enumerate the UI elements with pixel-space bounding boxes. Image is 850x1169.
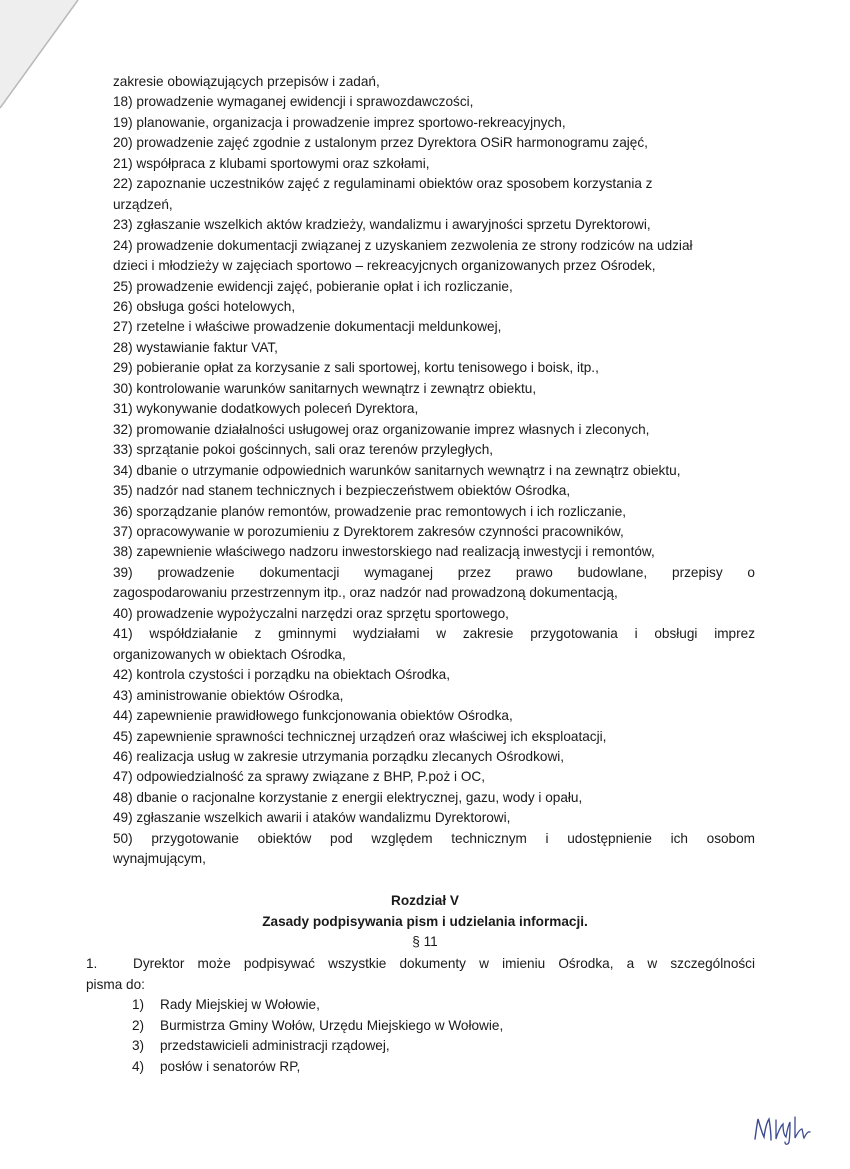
duty-line: 33) sprzątanie pokoi gościnnych, sali oraz terenów przyległych, — [113, 442, 494, 458]
duty-line: 32) promowanie działalności usługowej oraz organizowanie imprez własnych i zleconych, — [113, 421, 650, 437]
recipient-text: Burmistrza Gminy Wołów, Urzędu Miejskiego w Wołowie, — [160, 1017, 504, 1033]
duty-line: 18) prowadzenie wymaganej ewidencji i sprawozdawczości, — [113, 94, 474, 110]
recipient-item — [132, 1016, 503, 1037]
chapter-subtitle: Zasady podpisywania pism i udzielania informacji. — [262, 914, 588, 929]
duty-line: 37) opracowywanie w porozumieniu z Dyrektorem zakresów czynności pracowników, — [113, 523, 624, 539]
duty-line: 23) zgłaszanie wszelkich aktów kradzieży, wandalizmu i awaryjności sprzetu Dyrektorowi, — [113, 217, 651, 233]
paragraph-second-line: pisma do: — [86, 976, 145, 992]
duty-line: 50) przygotowanie obiektów pod względem technicznym i udostępnienie ich osobom — [113, 830, 755, 846]
duty-line: 40) prowadzenie wypożyczalni narzędzi oraz sprzętu sportowego, — [113, 605, 509, 621]
duty-line: 31) wykonywanie dodatkowych poleceń Dyrektora, — [113, 401, 419, 417]
recipient-text: przedstawicieli administracji rządowej, — [160, 1038, 390, 1053]
duty-line: 20) prowadzenie zajęć zgodnie z ustalonym przez Dyrektora OSiR harmonogramu zajęć, — [113, 135, 648, 151]
duty-line: 27) rzetelne i właściwe prowadzenie dokumentacji meldunkowej, — [113, 319, 502, 335]
duty-line: organizowanych w obiektach Ośrodka, — [113, 646, 346, 662]
recipient-number: 1) — [132, 997, 145, 1012]
duties-list — [113, 72, 755, 870]
duty-line: 36) sporządzanie planów remontów, prowadzenie prac remontowych i ich rozliczanie, — [113, 503, 627, 519]
duty-line: dzieci i młodzieży w zajęciach sportowo – rekreacyjcnych organizowanych przez Ośrodek, — [113, 258, 656, 274]
duty-line: 21) współpraca z klubami sportowymi oraz szkołami, — [113, 155, 430, 171]
section-number: § 11 — [412, 934, 438, 949]
duty-line: 35) nadzór nad stanem technicznych i bezpieczeństwem obiektów Ośrodka, — [113, 483, 571, 499]
paragraph-number: 1. — [86, 956, 98, 971]
duty-line: 28) wystawianie faktur VAT, — [113, 339, 278, 355]
chapter-title: Rozdział V — [391, 893, 459, 908]
duty-line: 26) obsługa gości hotelowych, — [113, 298, 296, 314]
duty-line: 19) planowanie, organizacja i prowadzenie imprez sportowo-rekreacyjnych, — [113, 114, 566, 130]
recipient-text: posłów i senatorów RP, — [160, 1058, 301, 1074]
duty-line: zagospodarowaniu przestrzennym itp., oraz nadzór nad prowadzoną dokumentacją, — [113, 585, 618, 601]
duty-line: 30) kontrolowanie warunków sanitarnych wewnątrz i zewnątrz obiektu, — [113, 380, 537, 396]
recipient-number: 4) — [132, 1058, 145, 1074]
duty-line: 45) zapewnienie sprawności technicznej urządzeń oraz właściwej ich eksploatacji, — [113, 728, 607, 744]
recipient-text: Rady Miejskiej w Wołowie, — [160, 997, 320, 1012]
duty-line: 34) dbanie o utrzymanie odpowiednich warunków sanitarnych wewnątrz i na zewnątrz obiektu, — [113, 462, 681, 478]
duty-line: wynajmującym, — [113, 851, 206, 867]
paragraph-text: Dyrektor może podpisywać wszystkie dokumenty w imieniu Ośrodka, a w szczególności — [133, 956, 755, 971]
recipient-number: 3) — [132, 1038, 145, 1053]
duty-line: 38) zapewnienie właściwego nadzoru inwestorskiego nad realizacją inwestycji i remontów, — [113, 544, 655, 560]
duty-line: 47) odpowiedzialność za sprawy związane z BHP, P.poż i OC, — [113, 769, 486, 785]
duty-line: 24) prowadzenie dokumentacji związanej z uzyskaniem zezwolenia ze strony rodziców na udział — [113, 237, 693, 253]
duty-line: 42) kontrola czystości i porządku na obiektach Ośrodka, — [113, 667, 450, 683]
page-corner-fold — [0, 0, 80, 110]
duty-line: 46) realizacja usług w zakresie utrzymania porządku zlecanych Ośrodkowi, — [113, 748, 565, 764]
duty-line: 43) aministrowanie obiektów Ośrodka, — [113, 687, 344, 703]
duty-line: 49) zgłaszanie wszelkich awarii i ataków wandalizmu Dyrektorowi, — [113, 810, 511, 826]
duty-line: 25) prowadzenie ewidencji zajęć, pobieranie opłat i ich rozliczanie, — [113, 278, 513, 294]
recipient-item — [132, 995, 503, 1016]
duty-line: 44) zapewnienie prawidłowego funkcjonowania obiektów Ośrodka, — [113, 708, 513, 724]
duty-line: 48) dbanie o racjonalne korzystanie z energii elektrycznej, gazu, wody i opału, — [113, 789, 583, 805]
paragraph-first-line — [86, 954, 755, 975]
paragraph-1 — [86, 954, 755, 995]
recipient-item — [132, 1057, 503, 1078]
duty-line: 41) współdziałanie z gminnymi wydziałami w zakresie przygotowania i obsługi imprez — [113, 626, 755, 642]
duty-line: 29) pobieranie opłat za korzysanie z sali sportowej, kortu tenisowego i boisk, itp., — [113, 360, 599, 376]
duty-line: zakresie obowiązujących przepisów i zadań, — [113, 74, 380, 89]
recipients-list — [132, 995, 503, 1077]
duty-line: 22) zapoznanie uczestników zajęć z regulaminami obiektów oraz sposobem korzystania z — [113, 176, 653, 192]
recipient-item — [132, 1036, 503, 1057]
recipient-number: 2) — [132, 1017, 145, 1033]
duty-line: urządzeń, — [113, 196, 173, 212]
duty-line: 39) prowadzenie dokumentacji wymaganej przez prawo budowlane, przepisy o — [113, 564, 755, 580]
handwritten-signature — [752, 1112, 814, 1146]
